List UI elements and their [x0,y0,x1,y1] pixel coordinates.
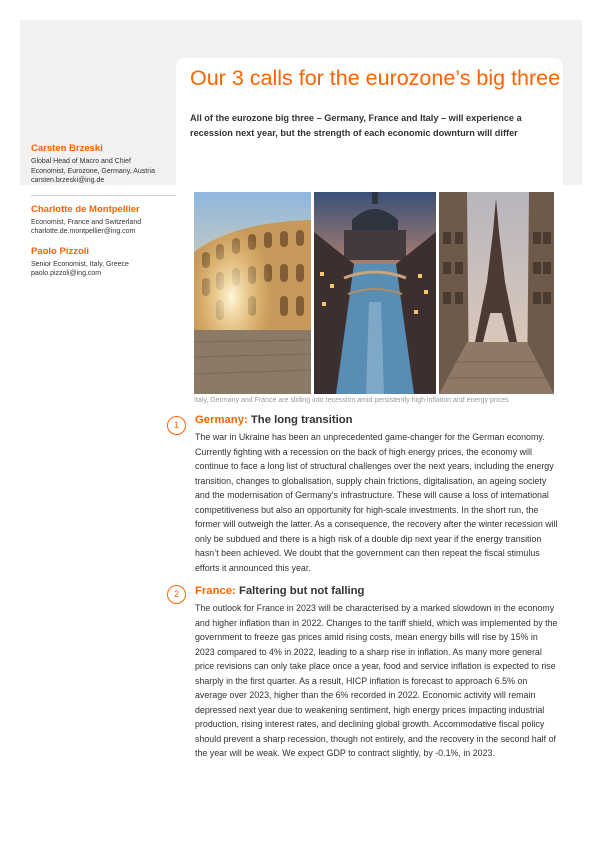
photo-colosseum [194,192,311,394]
author-pizzoli [31,246,171,279]
section-germany [195,413,560,575]
author-role: Economist, France and Switzerland [31,218,142,226]
author-divider [31,195,176,196]
section-heading [195,413,560,428]
author-email[interactable]: paolo.pizzoli@ing.com [31,270,102,277]
hero-photos [194,192,554,394]
section-number-badge: 1 [167,416,186,435]
figure-caption: Italy, Germany and France are sliding into recession amid persistently high inflation and energy prices [194,397,509,404]
section-subtitle: The long transition [247,414,353,426]
photo-berlin [314,192,436,394]
author-list [31,143,171,288]
section-country: France: [195,585,236,597]
author-email[interactable]: carsten.brzeski@ing.de [31,177,105,184]
section-france [195,584,560,761]
author-email[interactable]: charlotte.de.montpellier@ing.com [31,228,136,235]
section-number-badge: 2 [167,585,186,604]
author-role: Global Head of Macro and Chief [31,158,131,165]
author-role: Senior Economist, Italy, Greece [31,260,129,268]
author-name: Charlotte de Montpellier [31,203,140,215]
page-title: Our 3 calls for the eurozone’s big three [190,66,561,90]
section-subtitle: Faltering but not falling [235,585,365,597]
author-role: Economist, Eurozone, Germany, Austria [31,167,155,175]
photo-paris [439,192,554,394]
section-heading [195,584,560,599]
author-name: Paolo Pizzoli [31,245,90,257]
section-body: The outlook for France in 2023 will be characterised by a marked slowdown in the economy and higher inflation than in 2022. Changes to the tariff shield, which was implemented by the government to freeze gas prices amid rising costs, mean energy bills will rise by 15% in 2023 compared to 4% in 2022, leading to a sharp rise in inflation. As many more general price revisions can only take place once a year, food and service inflation is expected to rise sharply in the first quarter. As a result, HICP inflation is forecast to approach 6.5% on average over 2023, higher than the 6% recorded in 2022. Economic activity will remain depressed next year due to weakening sentiment, high energy prices impacting industrial production, rising interest rates, and declining global growth. Accommodative fiscal policy should prevent a sharp recession, though not entirely, and the recovery in the second half of the year will be weak. We expect GDP to contract slightly, by -0.1%, in 2023. [195,603,558,758]
author-name: Carsten Brzeski [31,143,103,154]
author-montpellier [31,204,171,237]
section-country: Germany: [195,414,248,426]
author-brzeski [31,143,171,186]
section-body: The war in Ukraine has been an unprecedented game-changer for the German economy. Currently fighting with a recession on the back of high energy prices, the economy will continue to face a long list of structural challenges over the next years, including the energy transition, changes to globalisation, supply chain frictions, digitalisation, an ageing society and the modernisation of Germany’s infrastructure. These will cause a loss of international competitiveness but also an opportunity for high-scale investments. In the short run, the former will outweigh the latter. As a consequence, the recovery after the winter recession will only be subdued and there is a high risk of a double dip next year if the energy transition hasn’t been achieved. We doubt that the government can then repeat the fiscal stimulus efforts it announced this year. [195,432,558,573]
intro-text: All of the eurozone big three – Germany, France and Italy – will experience a recession next year, but the strength of each economic downturn will differ [190,113,522,138]
